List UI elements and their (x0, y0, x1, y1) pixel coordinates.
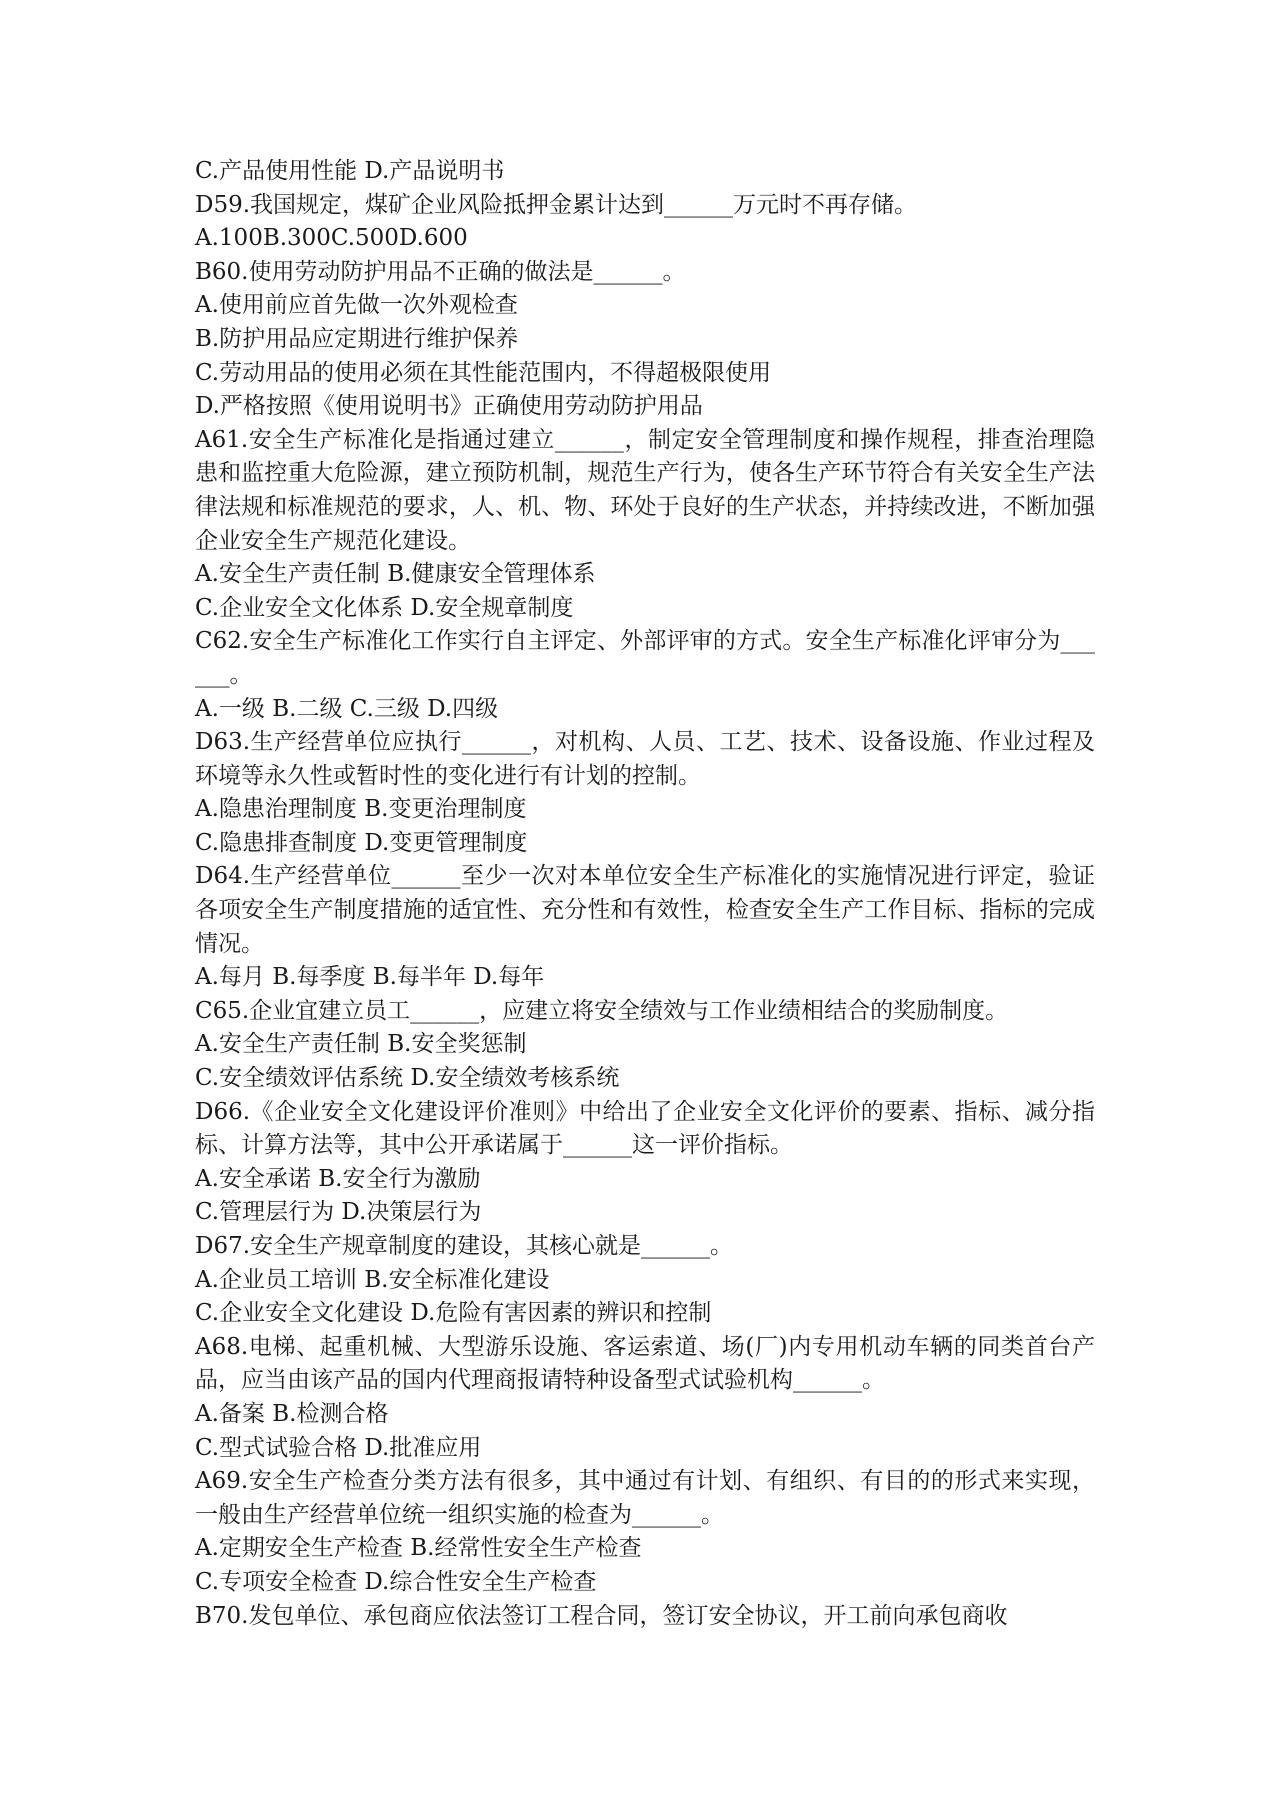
question-59: D59.我国规定，煤矿企业风险抵押金累计达到______万元时不再存储。 (195, 191, 918, 218)
answer-options: C.隐患排查制度 D.变更管理制度 (195, 829, 528, 856)
answer-options: A.安全生产责任制 B.安全奖惩制 (195, 1031, 527, 1058)
question-64: D64.生产经营单位______至少一次对本单位安全生产标准化的实施情况进行评定，验证各项安全生产制度措施的适宜性、充分性和有效性，检查安全生产工作目标、指标的完成情况。 (195, 863, 1095, 957)
question-65: C65.企业宜建立员工______，应建立将安全绩效与工作业绩相结合的奖励制度。 (195, 997, 1009, 1024)
answer-option: D.严格按照《使用说明书》正确使用劳动防护用品 (195, 393, 703, 420)
question-63: D63.生产经营单位应执行______，对机构、人员、工艺、技术、设备设施、作业过程及环境等永久性或暂时性的变化进行有计划的控制。 (195, 729, 1095, 789)
question-68: A68.电梯、起重机械、大型游乐设施、客运索道、场(厂)内专用机动车辆的同类首台产品，应当由该产品的国内代理商报请特种设备型式试验机构______。 (195, 1333, 1095, 1394)
answer-options: C.企业安全文化建设 D.危险有害因素的辨识和控制 (195, 1300, 712, 1327)
answer-options: A.定期安全生产检查 B.经常性安全生产检查 (195, 1535, 642, 1562)
question-67: D67.安全生产规章制度的建设，其核心就是______。 (195, 1233, 734, 1259)
answer-options: A.每月 B.每季度 B.每半年 D.每年 (195, 964, 545, 991)
answer-options: A.隐患治理制度 B.变更治理制度 (195, 796, 527, 823)
document-body (195, 155, 1095, 1633)
answer-option: B.防护用品应定期进行维护保养 (195, 325, 519, 352)
question-69: A69.安全生产检查分类方法有很多，其中通过有计划、有组织、有目的的形式来实现，一般由生产经营单位统一组织实施的检查为______。 (195, 1468, 1095, 1528)
question-62: C62.安全生产标准化工作实行自主评定、外部评审的方式。安全生产标准化评审分为______。 (195, 628, 1095, 688)
answer-options: C.安全绩效评估系统 D.安全绩效考核系统 (195, 1065, 620, 1092)
answer-options: A.100B.300C.500D.600 (195, 225, 468, 252)
answer-options: A.安全生产责任制 B.健康安全管理体系 (195, 561, 596, 588)
answer-options: C.型式试验合格 D.批准应用 (195, 1434, 482, 1461)
answer-options: A.安全承诺 B.安全行为激励 (195, 1165, 481, 1192)
question-60: B60.使用劳动防护用品不正确的做法是______。 (195, 258, 686, 285)
question-66: D66.《企业安全文化建设评价准则》中给出了企业安全文化评价的要素、指标、减分指标、计算方法等，其中公开承诺属于______这一评价指标。 (195, 1098, 1095, 1159)
answer-option: A.使用前应首先做一次外观检查 (195, 292, 518, 319)
answer-options: A.企业员工培训 B.安全标准化建设 (195, 1266, 550, 1293)
question-61: A61.安全生产标准化是指通过建立______，制定安全管理制度和操作规程，排查治理隐患和监控重大危险源，建立预防机制，规范生产行为，使各生产环节符合有关安全生产法律法规和标准规范的要求，人、机、物、环处于良好的生产状态，并持续改进，不断加强企业安全生产规范化建设。 (195, 426, 1095, 554)
answer-options: C.专项安全检查 D.综合性安全生产检查 (195, 1568, 597, 1595)
answer-options: C.企业安全文化体系 D.安全规章制度 (195, 594, 574, 621)
text-line: C.产品使用性能 D.产品说明书 (195, 158, 505, 184)
answer-options: C.管理层行为 D.决策层行为 (195, 1199, 482, 1226)
answer-option: C.劳动用品的使用必须在其性能范围内，不得超极限使用 (195, 359, 772, 386)
answer-options: A.一级 B.二级 C.三级 D.四级 (195, 695, 499, 722)
answer-options: A.备案 B.检测合格 (195, 1400, 389, 1427)
question-70: B70.发包单位、承包商应依法签订工程合同，签订安全协议，开工前向承包商收 (195, 1602, 1008, 1629)
